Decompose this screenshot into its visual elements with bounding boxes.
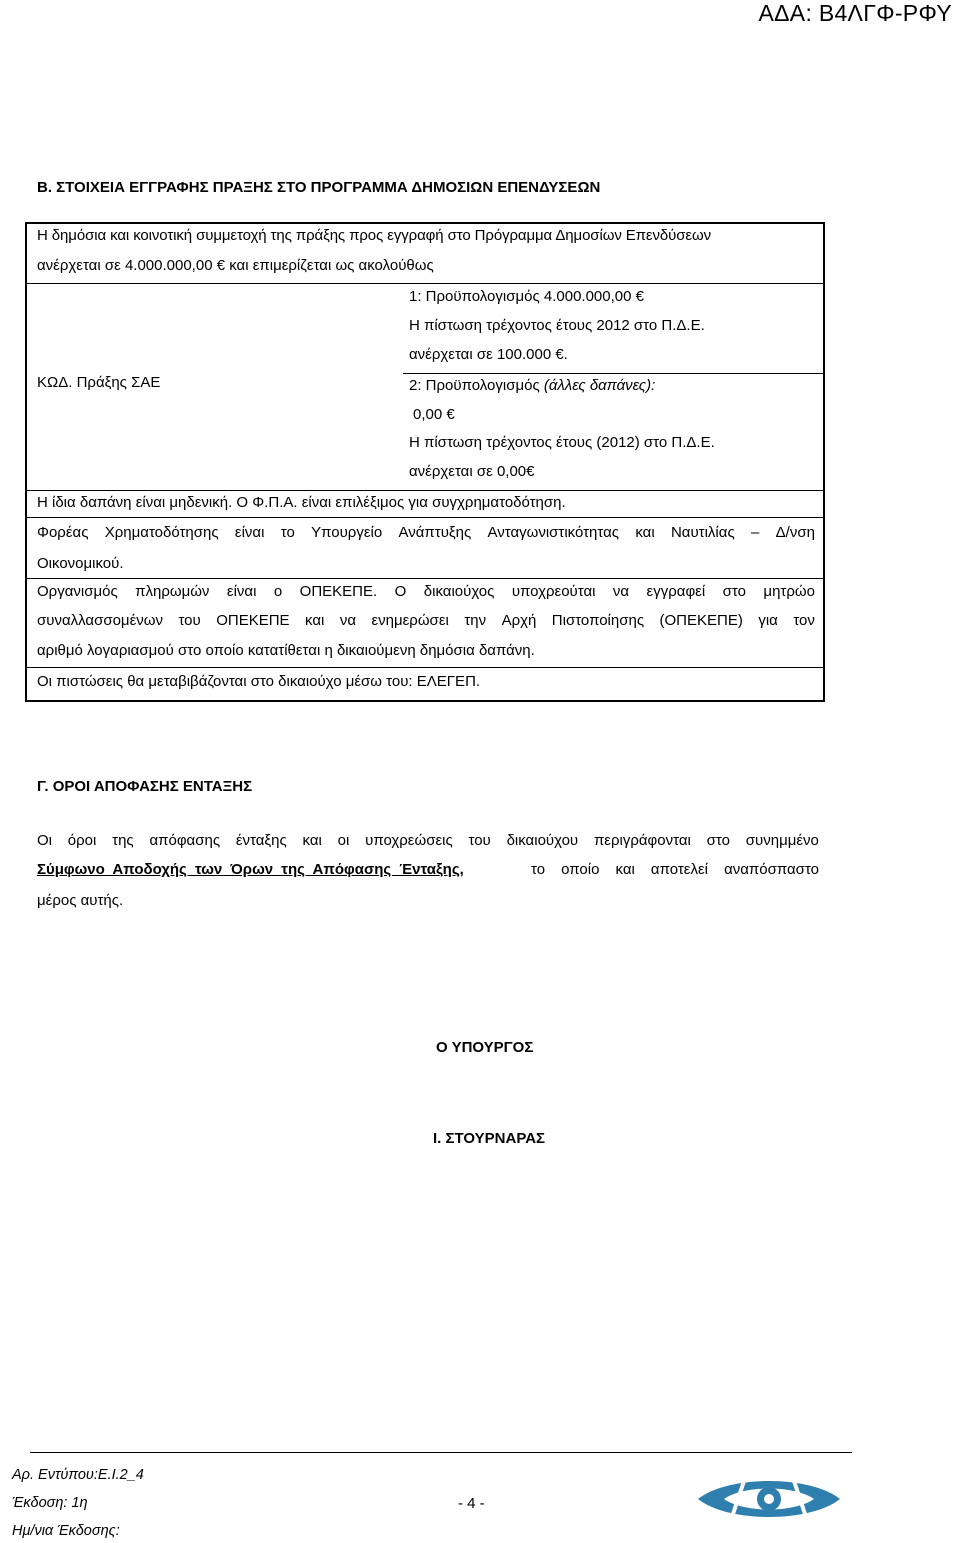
signature-name: Ι. ΣΤΟΥΡΝΑΡΑΣ xyxy=(433,1130,546,1147)
signature-role: Ο ΥΠΟΥΡΓΟΣ xyxy=(436,1039,534,1056)
word: ΟΠΕΚΕΠΕ. xyxy=(299,583,378,600)
budget-2 xyxy=(409,377,655,394)
intro-suffix: και επιμερίζεται ως ακολούθως xyxy=(225,257,434,274)
word: περιγράφονται xyxy=(593,832,691,849)
word: για xyxy=(758,612,778,629)
intro-line-2 xyxy=(37,257,434,274)
word: να xyxy=(612,583,630,600)
word: δικαιούχου xyxy=(506,832,579,849)
word: οποίο xyxy=(561,861,600,878)
word: όροι xyxy=(67,832,97,849)
word: και xyxy=(635,524,655,541)
word: συνημμένο xyxy=(745,832,819,849)
word: Ναυτιλίας xyxy=(670,524,735,541)
word: στο xyxy=(706,832,730,849)
word: και xyxy=(615,861,635,878)
section-c-line-2 xyxy=(37,861,819,878)
word: ΟΠΕΚΕΠΕ xyxy=(216,612,290,629)
word: οι xyxy=(337,832,350,849)
word: του xyxy=(178,612,201,629)
word: ενημερώσει xyxy=(371,612,449,629)
word: Φορέας xyxy=(37,524,89,541)
word: το xyxy=(531,861,546,878)
word: Ανταγωνιστικότητας xyxy=(487,524,620,541)
word: να xyxy=(339,612,356,629)
word: (ΟΠΕΚΕΠΕ) xyxy=(659,612,743,629)
word: στο xyxy=(722,583,746,600)
word: την xyxy=(464,612,487,629)
table-border-right xyxy=(823,222,825,702)
word: συναλλασσομένων xyxy=(37,612,163,629)
funder-line-2: Οικονομικού. xyxy=(37,555,124,572)
ada-code: ΑΔΑ: Β4ΛΓΦ-ΡΦΥ xyxy=(758,0,952,26)
eye-logo-icon xyxy=(694,1477,844,1521)
budget-2-italic: (άλλες δαπάνες): xyxy=(543,377,656,394)
word: και xyxy=(302,832,322,849)
table-row-divider xyxy=(25,517,825,518)
budget-2-prefix: 2: Προϋπολογισμός xyxy=(409,377,544,394)
word: απόφασης xyxy=(149,832,221,849)
word: δικαιούχος xyxy=(423,583,495,600)
budget-1-credit: Η πίστωση τρέχοντος έτους 2012 στο Π.Δ.Ε. xyxy=(409,317,705,334)
word: Υπουργείο xyxy=(311,524,383,541)
payer-line-1 xyxy=(37,583,815,600)
word: Χρηματοδότησης xyxy=(104,524,219,541)
word: Οργανισμός xyxy=(37,583,118,600)
word: Ο xyxy=(394,583,407,600)
word: Ανάπτυξης xyxy=(398,524,472,541)
word: Οι xyxy=(37,832,52,849)
word: Πιστοποίησης xyxy=(551,612,645,629)
word: το xyxy=(280,524,295,541)
budget-2-amount-line: ανέρχεται σε 0,00€ xyxy=(409,463,535,480)
section-c-line-1 xyxy=(37,832,819,849)
budget-1-amount: 4.000.000,00 € xyxy=(543,288,644,305)
table-row-divider xyxy=(25,578,825,579)
intro-line-1: Η δημόσια και κοινοτική συμμετοχή της πράξης προς εγγραφή στο Πρόγραμμα Δημοσίων Επενδύσεων xyxy=(37,227,712,244)
footer-divider xyxy=(30,1452,852,1453)
budget-1-prefix: 1: Προϋπολογισμός xyxy=(409,288,544,305)
section-b-title: Β. ΣΤΟΙΧΕΙΑ ΕΓΓΡΑΦΗΣ ΠΡΑΞΗΣ ΣΤΟ ΠΡΟΓΡΑΜΜΑ ΔΗΜΟΣΙΩΝ ΕΠΕΝΔΥΣΕΩΝ xyxy=(37,179,601,196)
table-border-bottom xyxy=(25,700,825,702)
word: ο xyxy=(273,583,283,600)
table-row-divider xyxy=(25,283,825,284)
table-row-divider xyxy=(25,667,825,668)
intro-amount: 4.000.000,00 € xyxy=(124,257,226,274)
table-row-divider xyxy=(403,373,825,374)
section-c-line-3: μέρος αυτής. xyxy=(37,892,124,909)
word: μητρώο xyxy=(763,583,815,600)
word: αποτελεί xyxy=(650,861,708,878)
word: εγγραφεί xyxy=(646,583,706,600)
budget-2-amount: 0,00 € xyxy=(413,406,455,423)
budget-2-credit: Η πίστωση τρέχοντος έτους (2012) στο Π.Δ.Ε. xyxy=(409,434,715,451)
funder-line-1 xyxy=(37,524,815,541)
section-c-title: Γ. ΟΡΟΙ ΑΠΟΦΑΣΗΣ ΕΝΤΑΞΗΣ xyxy=(37,778,253,795)
payer-line-2 xyxy=(37,612,815,629)
word: του xyxy=(468,832,491,849)
same-expense-line: Η ίδια δαπάνη είναι μηδενική. Ο Φ.Π.Α. είναι επιλέξιμος για συγχρηματοδότηση. xyxy=(37,494,566,511)
line-2-rest xyxy=(531,861,819,878)
word: αναπόσπαστο xyxy=(724,861,819,878)
kod-label: ΚΩΔ. Πράξης ΣΑΕ xyxy=(37,374,161,391)
footer-edition: Έκδοση: 1η xyxy=(12,1495,88,1511)
table-border-left xyxy=(25,222,27,702)
word: – xyxy=(750,524,760,541)
intro-prefix: ανέρχεται σε xyxy=(37,257,125,274)
budget-1-amount-line: ανέρχεται σε 100.000 €. xyxy=(409,346,568,363)
word: Αρχή xyxy=(501,612,537,629)
word: ένταξης xyxy=(235,832,287,849)
table-row-divider xyxy=(25,490,825,491)
word: Δ/νση xyxy=(775,524,815,541)
agreement-title: Σύμφωνο Αποδοχής των Όρων της Απόφασης Ένταξης, xyxy=(37,861,464,878)
word: και xyxy=(305,612,325,629)
footer-page-number: - 4 - xyxy=(458,1495,485,1512)
word: είναι xyxy=(234,524,265,541)
footer-edition-date: Ημ/νια Έκδοσης: xyxy=(12,1523,120,1539)
footer-form-number: Αρ. Εντύπου:Ε.Ι.2_4 xyxy=(12,1467,144,1483)
word: τον xyxy=(793,612,815,629)
word: υποχρεούται xyxy=(511,583,596,600)
word: πληρωμών xyxy=(135,583,210,600)
word: της xyxy=(112,832,134,849)
word: υποχρεώσεις xyxy=(365,832,453,849)
payer-line-3: αριθμό λογαριασμού στο οποίο κατατίθεται η δικαιούμενη δημόσια δαπάνη. xyxy=(37,642,535,659)
budget-1 xyxy=(409,288,644,305)
word: είναι xyxy=(226,583,257,600)
transfer-line: Οι πιστώσεις θα μεταβιβάζονται στο δικαιούχο μέσω του: ΕΛΕΓΕΠ. xyxy=(37,673,481,690)
table-border-top xyxy=(25,222,825,224)
